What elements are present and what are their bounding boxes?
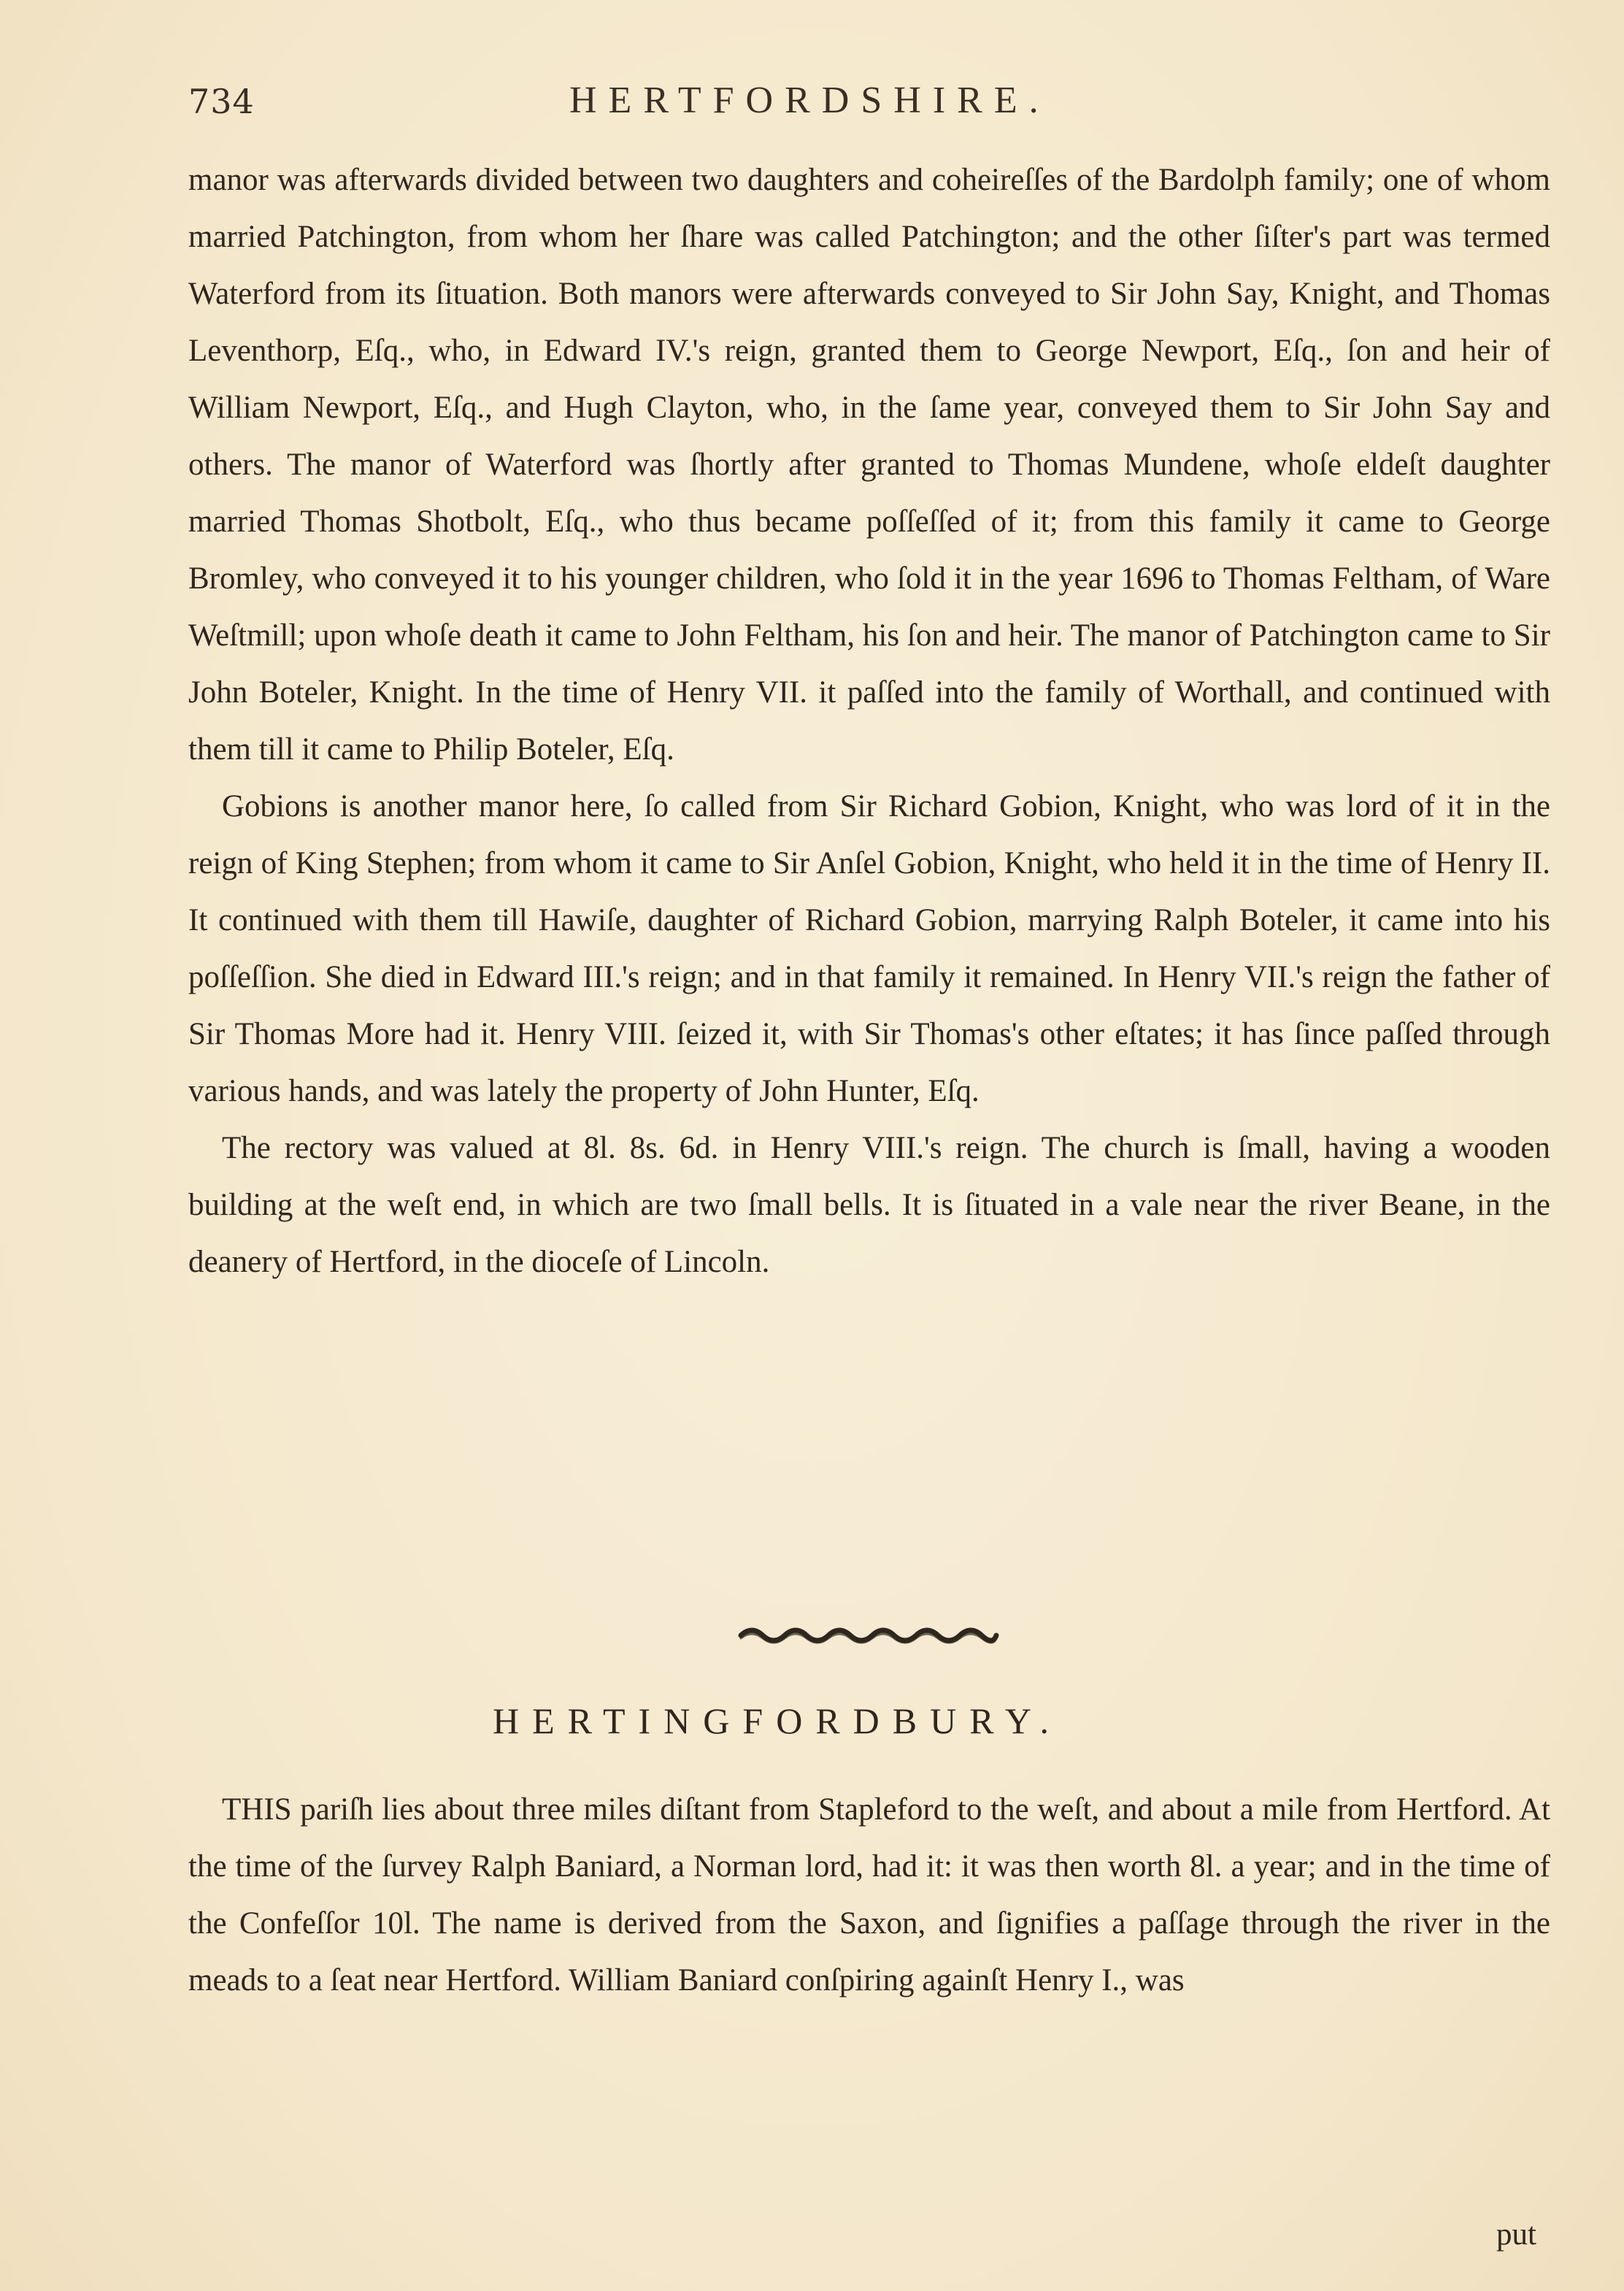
- section-heading: HERTINGFORDBURY.: [493, 1700, 1062, 1741]
- catchword: put: [1496, 2217, 1536, 2252]
- paragraph-rectory: The rectory was valued at 8l. 8s. 6d. in Henry VIII.'s reign. The church is ſmall, having a wooden building at the weſt end, in which are two ſmall bells. It is ſituated in a vale near the river Beane, in the deanery of Hertford, in the dioceſe of Lincoln.: [188, 1131, 1550, 1279]
- section-one-text: [188, 152, 1550, 1291]
- running-title: HERTFORDSHIRE.: [569, 80, 1050, 121]
- paragraph-hertingfordbury: THIS pariſh lies about three miles diſtant from Stapleford to the weſt, and about a mile from Hertford. At the time of the ſurvey Ralph Baniard, a Norman lord, had it: it was then worth 8l. a year; and in the time of the Confeſſor 10l. The name is derived from the Saxon, and ſignifies a paſſage through the river in the meads to a ſeat near Hertford. William Baniard conſpiring againſt Henry I., was: [188, 1792, 1550, 1998]
- page-number: 734: [188, 82, 255, 121]
- paragraph-gobions: Gobions is another manor here, ſo called from Sir Richard Gobion, Knight, who was lord of it in the reign of King Stephen; from whom it came to Sir Anſel Gobion, Knight, who held it in the time of Henry II. It continued with them till Hawiſe, daughter of Richard Gobion, marrying Ralph Boteler, it came into his poſſeſſion. She died in Edward III.'s reign; and in that family it remained. In Henry VII.'s reign the father of Sir Thomas More had it. Henry VIII. ſeized it, with Sir Thomas's other eſtates; it has ſince paſſed through various hands, and was lately the property of John Hunter, Eſq.: [188, 789, 1550, 1108]
- section-two-text: [188, 1781, 1550, 2009]
- paragraph-manor-descent: manor was afterwards divided between two daughters and coheireſſes of the Bardolph family; one of whom married Patchington, from whom her ſhare was called Patchington; and the other ſiſter's part was termed Waterford from its ſituation. Both manors were afterwards conveyed to Sir John Say, Knight, and Thomas Leventhorp, Eſq., who, in Edward IV.'s reign, granted them to George Newport, Eſq., ſon and heir of William Newport, Eſq., and Hugh Clayton, who, in the ſame year, conveyed them to Sir John Say and others. The manor of Waterford was ſhortly after granted to Thomas Mundene, whoſe eldeſt daughter married Thomas Shotbolt, Eſq., who thus became poſſeſſed of it; from this family it came to George Bromley, who conveyed it to his younger children, who ſold it in the year 1696 to Thomas Feltham, of Ware Weſtmill; upon whoſe death it came to John Feltham, his ſon and heir. The manor of Patchington came to Sir John Boteler, Knight. In the time of Henry VII. it paſſed into the family of Worthall, and continued with them till it came to Philip Boteler, Eſq.: [188, 163, 1550, 767]
- ornament-divider: [737, 1619, 1000, 1649]
